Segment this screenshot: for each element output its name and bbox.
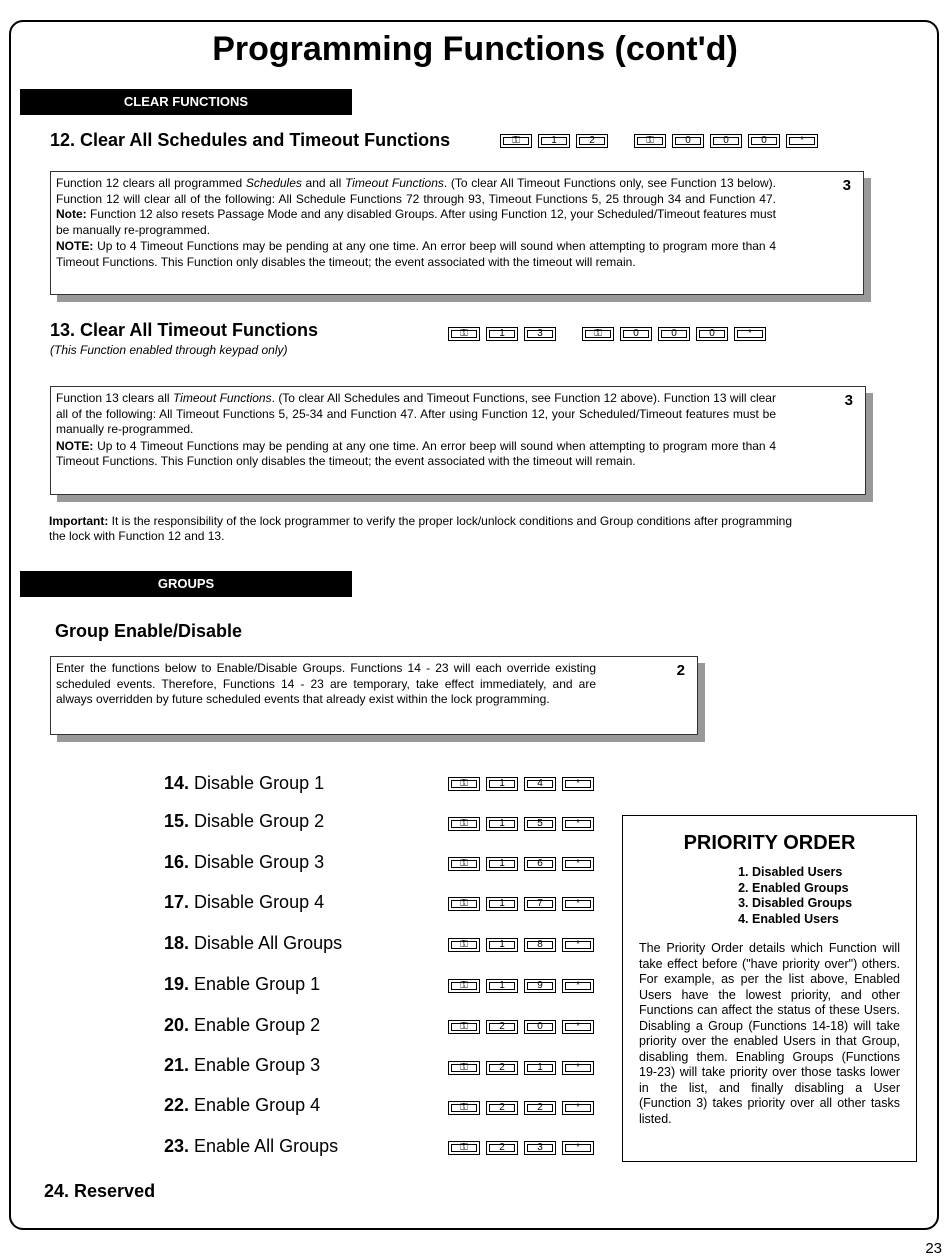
keypad-key: 2 <box>576 134 608 148</box>
function-label: Enable Group 2 <box>189 1015 321 1035</box>
group-key-sequence <box>448 817 600 831</box>
key-icon: ⚿ <box>448 897 480 911</box>
keypad-key: 2 <box>486 1141 518 1155</box>
keypad-key: * <box>562 1020 594 1034</box>
function-number: 20. <box>164 1015 190 1035</box>
function-number: 21. <box>164 1055 190 1075</box>
key-icon: ⚿ <box>448 327 480 341</box>
keypad-key: 5 <box>524 817 556 831</box>
function-number: 15. <box>164 811 190 831</box>
function-label: Enable Group 3 <box>189 1055 321 1075</box>
function-12-description: Function 12 clears all programmed Schedules and all Timeout Functions. (To clear All Timeout Functions only, see Function 13 below). Function 12 will clear all of the following: All Schedule Functions 72 through 93, Timeout Functions 5, 25 through 34 and Function 47. Note: Function 12 also resets Passage Mode and any disabled Groups. After using Function 12, your Scheduled/Timeout features must be manually re-programmed. <box>56 176 776 237</box>
page-number: 23 <box>925 1240 942 1257</box>
key-icon: ⚿ <box>500 134 532 148</box>
keypad-key: 3 <box>524 1141 556 1155</box>
function-number: 19. <box>164 974 190 994</box>
keypad-key: 2 <box>524 1101 556 1115</box>
group-key-sequence <box>448 979 600 993</box>
group-function-row <box>164 1136 338 1157</box>
keypad-key: * <box>562 1101 594 1115</box>
important-label: Important: <box>49 514 109 528</box>
keypad-key: 9 <box>524 979 556 993</box>
group-function-row <box>164 1095 320 1116</box>
priority-order-title: PRIORITY ORDER <box>683 832 856 854</box>
keypad-key: 6 <box>524 857 556 871</box>
key-icon: ⚿ <box>448 1061 480 1075</box>
keypad-key: * <box>562 817 594 831</box>
key-icon: ⚿ <box>634 134 666 148</box>
key-icon: ⚿ <box>448 777 480 791</box>
function-13-key-sequence <box>448 327 772 341</box>
priority-order-box <box>622 815 917 1162</box>
function-label: Disable Group 4 <box>189 892 325 912</box>
function-number: 17. <box>164 892 190 912</box>
keypad-key: * <box>562 777 594 791</box>
group-key-sequence <box>448 777 600 791</box>
group-key-sequence <box>448 1020 600 1034</box>
keypad-key: * <box>562 1061 594 1075</box>
function-label: Enable Group 4 <box>189 1095 321 1115</box>
keypad-key: 8 <box>524 938 556 952</box>
group-key-sequence <box>448 857 600 871</box>
function-13-heading: 13. Clear All Timeout Functions <box>50 320 319 340</box>
group-function-row <box>164 852 324 873</box>
function-label: Enable All Groups <box>189 1136 339 1156</box>
key-icon: ⚿ <box>448 938 480 952</box>
keypad-key: 2 <box>486 1061 518 1075</box>
group-key-sequence <box>448 1141 600 1155</box>
function-13-description: Function 13 clears all Timeout Functions. (To clear All Schedules and Timeout Functions, see Function 12 above). Function 13 will clear all of the following: All Timeout Functions 5, 25-34 and Function 47. After using Function 12, your Scheduled/Timeout features must be manually re-programmed. <box>56 391 776 436</box>
function-12-heading: 12. Clear All Schedules and Timeout Functions <box>50 130 451 150</box>
function-12-key-sequence <box>500 134 824 148</box>
keypad-key: 0 <box>748 134 780 148</box>
keypad-key: 1 <box>486 857 518 871</box>
box-number: 3 <box>844 392 853 409</box>
function-number: 16. <box>164 852 190 872</box>
keypad-key: 1 <box>486 938 518 952</box>
keypad-key: 0 <box>524 1020 556 1034</box>
function-24-reserved: 24. Reserved <box>44 1181 156 1201</box>
function-number: 14. <box>164 773 190 793</box>
page-title: Programming Functions (cont'd) <box>212 30 738 68</box>
group-function-row <box>164 933 342 954</box>
important-note <box>49 514 809 544</box>
keypad-key: * <box>562 979 594 993</box>
function-label: Disable Group 2 <box>189 811 325 831</box>
box-number: 2 <box>676 662 685 679</box>
group-function-row <box>164 974 320 995</box>
keypad-key: 1 <box>538 134 570 148</box>
keypad-key: 1 <box>486 777 518 791</box>
keypad-key: * <box>734 327 766 341</box>
key-icon: ⚿ <box>448 817 480 831</box>
keypad-key: 0 <box>672 134 704 148</box>
group-key-sequence <box>448 1101 600 1115</box>
section-bar-clear-functions: CLEAR FUNCTIONS <box>20 89 352 115</box>
section-bar-groups: GROUPS <box>20 571 352 597</box>
function-13-note: NOTE: Up to 4 Timeout Functions may be pending at any one time. An error beep will sound when attempting to program more than 4 Timeout Functions. This Function only disables the timeout; the event associated with the timeout will remain. <box>56 438 776 468</box>
function-label: Enable Group 1 <box>189 974 321 994</box>
group-key-sequence <box>448 938 600 952</box>
keypad-key: 0 <box>710 134 742 148</box>
priority-order-description: The Priority Order details which Function will take effect before ("have priority over") others. For example, as per the list above, Enabled Users have the lowest priority, and other Functions can affect the status of these Users. Disabling a Group (Functions 14-18) will take priority over the enabled Users in that Group, disabling them. Enabling Groups (Functions 19-23) will take priority over those tasks lower in the list, and finally disabling a User (Function 3) takes priority over all other tasks listed. <box>639 941 900 1126</box>
function-number: 18. <box>164 933 190 953</box>
keypad-key: 4 <box>524 777 556 791</box>
key-icon: ⚿ <box>448 979 480 993</box>
function-label: Disable Group 1 <box>189 773 325 793</box>
key-icon: ⚿ <box>448 857 480 871</box>
keypad-key: 2 <box>486 1101 518 1115</box>
function-number: 22. <box>164 1095 190 1115</box>
keypad-key: 1 <box>486 327 518 341</box>
box-number: 3 <box>842 177 851 194</box>
groups-info-box <box>50 656 698 735</box>
key-icon: ⚿ <box>582 327 614 341</box>
function-13-info-box <box>50 386 866 495</box>
priority-item: 2. Enabled Groups <box>752 881 900 897</box>
keypad-key: 7 <box>524 897 556 911</box>
group-enable-disable-heading: Group Enable/Disable <box>55 621 243 641</box>
groups-description: Enter the functions below to Enable/Disable Groups. Functions 14 - 23 will each override existing scheduled events. Therefore, Functions 14 - 23 are temporary, take effect immediately, and are always overridden by future scheduled events that already exist within the lock programming. <box>56 661 596 706</box>
keypad-key: 1 <box>486 979 518 993</box>
function-number: 23. <box>164 1136 190 1156</box>
keypad-key: 2 <box>486 1020 518 1034</box>
group-key-sequence <box>448 897 600 911</box>
keypad-key: 0 <box>620 327 652 341</box>
priority-item: 4. Enabled Users <box>752 912 900 928</box>
key-icon: ⚿ <box>448 1141 480 1155</box>
key-icon: ⚿ <box>448 1020 480 1034</box>
keypad-key: * <box>786 134 818 148</box>
group-function-row <box>164 811 324 832</box>
function-12-info-box <box>50 171 864 295</box>
keypad-key: 1 <box>486 817 518 831</box>
keypad-key: 1 <box>524 1061 556 1075</box>
important-text: It is the responsibility of the lock programmer to verify the proper lock/unlock conditions and Group conditions after programming the lock with Function 12 and 13. <box>49 514 792 543</box>
function-label: Disable All Groups <box>189 933 343 953</box>
function-12-note: NOTE: Up to 4 Timeout Functions may be pending at any one time. An error beep will sound when attempting to program more than 4 Timeout Functions. This Function only disables the timeout; the event associated with the timeout will remain. <box>56 239 776 269</box>
function-13-subheading: (This Function enabled through keypad only) <box>50 343 288 357</box>
group-function-row <box>164 892 324 913</box>
keypad-key: 3 <box>524 327 556 341</box>
keypad-key: * <box>562 1141 594 1155</box>
priority-item: 3. Disabled Groups <box>752 896 900 912</box>
keypad-key: 1 <box>486 897 518 911</box>
group-function-row <box>164 1015 320 1036</box>
key-icon: ⚿ <box>448 1101 480 1115</box>
keypad-key: 0 <box>658 327 690 341</box>
keypad-key: 0 <box>696 327 728 341</box>
priority-order-list <box>735 865 900 927</box>
keypad-key: * <box>562 938 594 952</box>
group-key-sequence <box>448 1061 600 1075</box>
keypad-key: * <box>562 897 594 911</box>
group-function-row <box>164 773 324 794</box>
priority-item: 1. Disabled Users <box>752 865 900 881</box>
group-function-row <box>164 1055 320 1076</box>
keypad-key: * <box>562 857 594 871</box>
function-label: Disable Group 3 <box>189 852 325 872</box>
